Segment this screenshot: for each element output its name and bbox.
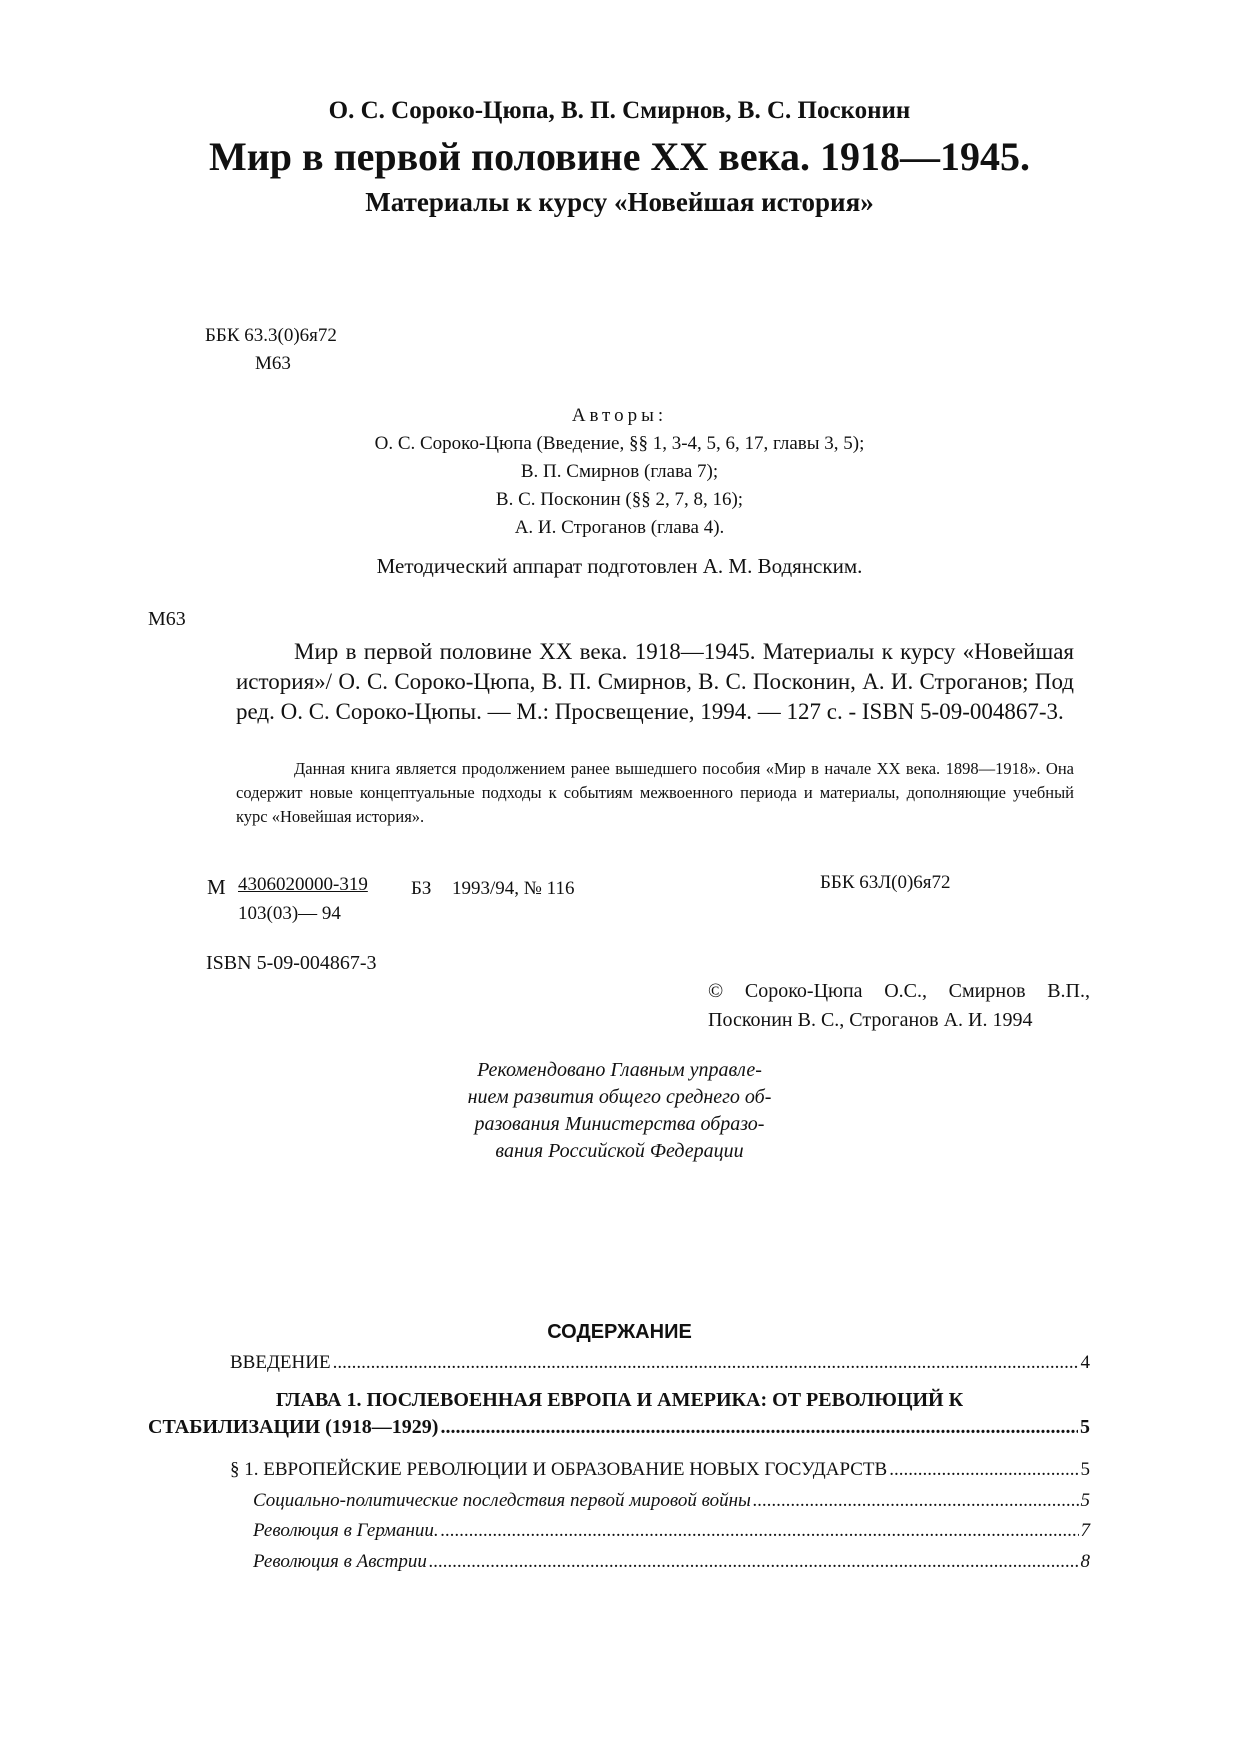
toc-heading: СОДЕРЖАНИЕ (547, 1321, 692, 1343)
toc-entry-subsection[interactable] (253, 1520, 1090, 1542)
author-index-left: М63 (148, 608, 186, 630)
isbn: ISBN 5-09-004867-3 (206, 952, 377, 974)
toc-entry-chapter-1[interactable] (148, 1416, 1090, 1439)
code-letter: М (207, 875, 226, 899)
code-b3: БЗ (411, 878, 432, 899)
toc-page-number: 5 (1080, 1490, 1090, 1511)
annotation-text: Данная книга является продолжением ранее вышедшего пособия «Мир в начале XX века. 1898—1918». Она содержит новые концептуальные подходы к событиям межвоенного периода и материалы, дополняющие учебный курс «Новейшая история». (236, 759, 1074, 826)
recommendation-line: вания Российской Федерации (495, 1140, 744, 1162)
code-year: 1993/94, № 116 (452, 878, 575, 899)
toc-chapter-title[interactable]: ГЛАВА 1. ПОСЛЕВОЕННАЯ ЕВРОПА И АМЕРИКА: ОТ РЕВОЛЮЦИЙ К (275, 1389, 964, 1411)
toc-entry-title: Революция в Германии. (253, 1520, 439, 1541)
bbk-code-bottom: ББК 63Л(0)6я72 (820, 872, 951, 893)
author-line: А. И. Строганов (глава 4). (514, 517, 725, 538)
book-subtitle: Материалы к курсу «Новейшая история» (365, 187, 874, 217)
book-title: Мир в первой половине XX века. 1918—1945. (208, 134, 1031, 179)
toc-entry-title: СТАБИЛИЗАЦИИ (1918—1929) (148, 1416, 439, 1438)
toc-page-number: 5 (1080, 1416, 1090, 1438)
code-denominator: 103(03)— 94 (238, 903, 341, 924)
toc-page-number: 4 (1080, 1352, 1090, 1373)
code-numerator: 4306020000-319 (238, 874, 368, 895)
toc-leader (333, 1352, 1079, 1374)
book-authors: О. С. Сороко-Цюпа, В. П. Смирнов, В. С. Посконин (328, 97, 911, 124)
bbk-classification-top (205, 322, 337, 378)
authors-contribution-block (0, 402, 1239, 542)
recommendation-line: разования Министерства образо- (474, 1113, 765, 1135)
copyright-line: Посконин В. С., Строганов А. И. 1994 (708, 1009, 1033, 1031)
author-line: В. С. Посконин (§§ 2, 7, 8, 16); (495, 489, 744, 510)
toc-page-number: 5 (1080, 1459, 1090, 1480)
author-line: В. П. Смирнов (глава 7); (520, 461, 719, 482)
toc-entry-title: § 1. ЕВРОПЕЙСКИЕ РЕВОЛЮЦИИ И ОБРАЗОВАНИЕ НОВЫХ ГОСУДАРСТВ (230, 1459, 888, 1480)
toc-entry-title: Революция в Австрии (253, 1551, 427, 1572)
authors-heading: Авторы: (571, 405, 668, 426)
toc-entry-subsection[interactable] (253, 1490, 1090, 1512)
recommendation-note (0, 1057, 1239, 1165)
toc-entry-subsection[interactable] (253, 1551, 1090, 1573)
author-line: О. С. Сороко-Цюпа (Введение, §§ 1, 3-4, 5, 6, 17, главы 3, 5); (374, 433, 865, 454)
toc-entry-section-1[interactable] (230, 1459, 1090, 1481)
toc-page-number: 7 (1080, 1520, 1090, 1541)
author-index: М63 (255, 353, 291, 374)
copyright-notice (708, 977, 1090, 1035)
toc-leader (429, 1551, 1079, 1573)
recommendation-line: нием развития общего среднего об- (467, 1086, 772, 1108)
toc-entry-title: ВВЕДЕНИЕ (230, 1352, 331, 1373)
toc-leader (440, 1416, 1078, 1439)
bibliographic-description: Мир в первой половине XX века. 1918—1945. Материалы к курсу «Новейшая история»/ О. С. Сороко-Цюпа, В. П. Смирнов, В. С. Посконин, А. И. Строганов; Под ред. О. С. Сороко-Цюпы. — М.: Просвещение, 1994. — 127 с. - ISBN 5-09-004867-3. (236, 639, 1074, 724)
recommendation-line: Рекомендовано Главным управле- (477, 1059, 762, 1081)
bbk-code: ББК 63.3(0)6я72 (205, 325, 337, 346)
toc-entry-title: Социально-политические последствия первой мировой войны (253, 1490, 751, 1511)
toc-leader (441, 1520, 1079, 1542)
toc-page-number: 8 (1080, 1551, 1090, 1572)
toc-leader (889, 1459, 1078, 1481)
publication-code-fraction (238, 870, 368, 928)
copyright-line: © Сороко-Цюпа О.С., Смирнов В.П., (708, 980, 1090, 1002)
methodical-note: Методический аппарат подготовлен А. М. Водянским. (376, 554, 863, 578)
toc-leader (753, 1490, 1079, 1512)
toc-entry-intro[interactable] (230, 1352, 1090, 1374)
